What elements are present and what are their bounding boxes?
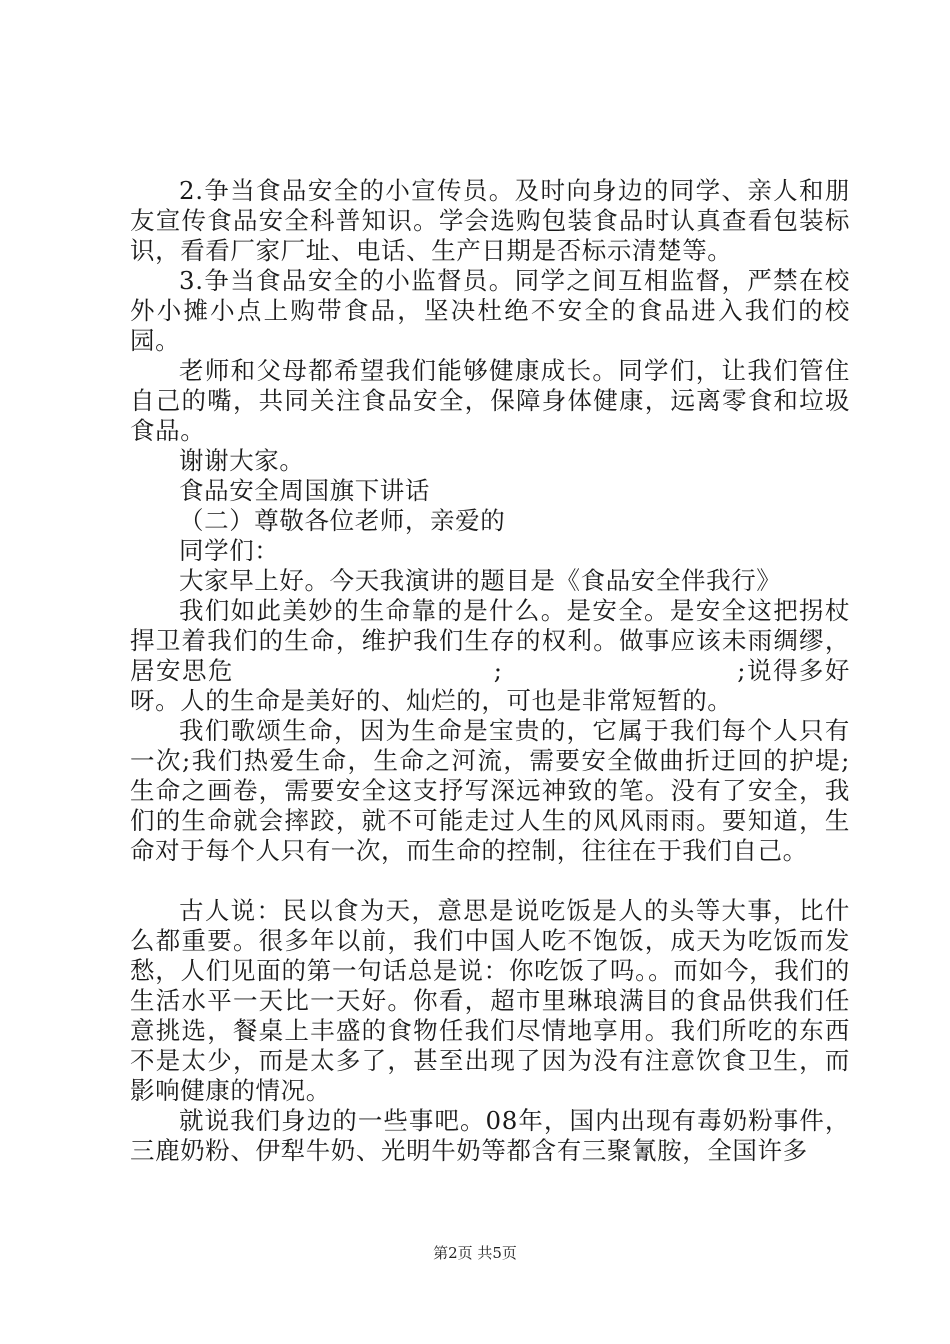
paragraph-ancient-saying: 古人说：民以食为天，意思是说吃饭是人的头等大事，比什么都重要。很多年以前，我们中国人吃不饱饭，成天为吃饭而发愁，人们见面的第一句话总是说：你吃饭了吗。。而如今，我们的生活水平一天比一天好。你看，超市里琳琅满目的食品供我们任意挑选，餐桌上丰盛的食物任我们尽情地享用。我们所吃的东西不是太少，而是太多了，甚至出现了因为没有注意饮食卫生，而影响健康的情况。 xyxy=(130,896,850,1105)
speech-greeting-part2: （二）尊敬各位老师，亲爱的 xyxy=(179,506,506,535)
paragraph-supervision: 3.争当食品安全的小监督员。同学之间互相监督，严禁在校外小摊小点上购带食品，坚决杜绝不安全的食品进入我们的校园。 xyxy=(130,266,850,355)
paragraph-praise-life: 我们歌颂生命，因为生命是宝贵的，它属于我们每个人只有一次;我们热爱生命，生命之河流，需要安全做曲折迂回的护堤;生命之画卷，需要安全这支抒写深远神致的笔。没有了安全，我们的生命就会摔跤，就不可能走过人生的风风雨雨。要知道，生命对于每个人只有一次，而生命的控制，往往在于我们自己。 xyxy=(130,716,850,865)
paragraph-thanks: 谢谢大家。 xyxy=(179,446,305,475)
paragraph-topic: 大家早上好。今天我演讲的题目是《食品安全伴我行》 xyxy=(179,566,782,595)
speech-title: 食品安全周国旗下讲话 xyxy=(179,476,430,505)
paragraph-milk-incident: 就说我们身边的一些事吧。08年，国内出现有毒奶粉事件，三鹿奶粉、伊犁牛奶、光明牛奶等都含有三聚氰胺，全国许多 xyxy=(130,1106,850,1165)
paragraph-teachers-parents: 老师和父母都希望我们能够健康成长。同学们，让我们管住自己的嘴，共同关注食品安全，保障身体健康，远离零食和垃圾食品。 xyxy=(130,356,850,445)
speech-greeting-students: 同学们： xyxy=(179,536,280,565)
document-body xyxy=(130,176,850,1166)
paragraph-life-safety: 我们如此美妙的生命靠的是什么。是安全。是安全这把拐杖捍卫着我们的生命，维护我们生存的权利。做事应该未雨绸缪，居安思危 ; ;说得多好呀。人的生命是美好的、灿烂的，可也是非常短暂的。 xyxy=(130,596,850,715)
paragraph-publicity: 2.争当食品安全的小宣传员。及时向身边的同学、亲人和朋友宣传食品安全科普知识。学会选购包装食品时认真查看包装标识，看看厂家厂址、电话、生产日期是否标示清楚等。 xyxy=(130,176,850,265)
page-footer: 第2页 共5页 xyxy=(433,1244,517,1262)
